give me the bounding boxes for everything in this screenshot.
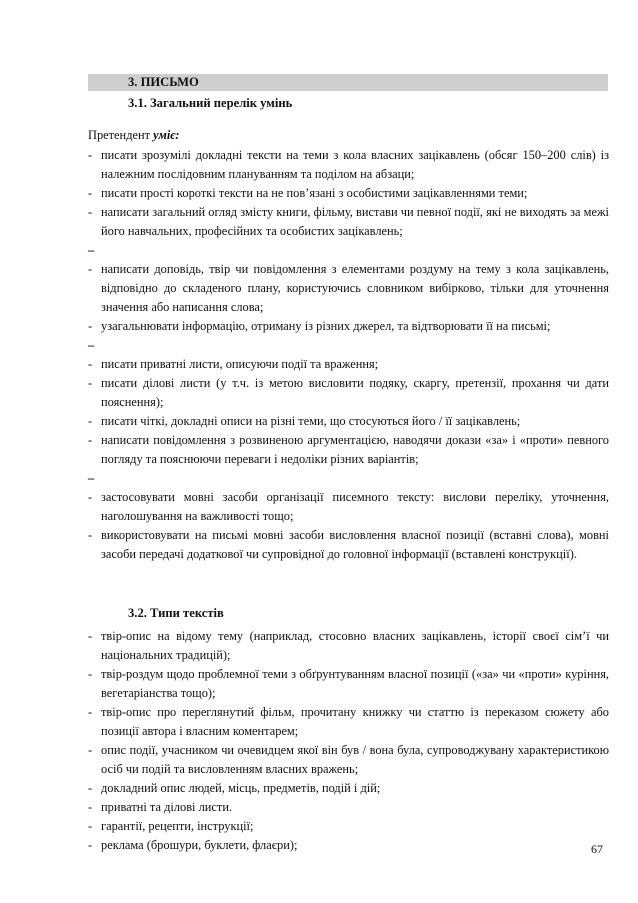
list-bullet-dash: - xyxy=(88,414,93,428)
list-item-text: написати повідомлення з розвиненою аргументацією, наводячи докази «за» і «проти» певного погляду та пояснюючи переваги і недоліки різних варіантів; xyxy=(101,433,609,466)
list-item-text: писати чіткі, докладні описи на різні теми, що стосуються його / її зацікавлень; xyxy=(101,414,521,428)
empty-list-marker: – xyxy=(88,243,95,257)
list-bullet-dash: - xyxy=(88,376,93,390)
skill-item xyxy=(88,355,609,374)
intro-emphasis: уміє: xyxy=(153,128,180,142)
list-bullet-dash: - xyxy=(88,800,93,814)
section-title: 3. ПИСЬМО xyxy=(128,75,199,89)
skill-item xyxy=(88,488,609,526)
skill-item xyxy=(88,203,609,241)
list-bullet-dash: - xyxy=(88,528,93,542)
list-bullet-dash: - xyxy=(88,838,93,852)
subsection-title-skills: 3.1. Загальний перелік умінь xyxy=(128,96,293,110)
list-bullet-dash: - xyxy=(88,433,93,447)
list-item-text: твір-опис про переглянутий фільм, прочитану книжку чи статтю із переказом сюжету або позиції автора і власним коментарем; xyxy=(101,705,609,738)
list-item-text: докладний опис людей, місць, предметів, подій і дій; xyxy=(101,781,381,795)
text-type-item xyxy=(88,703,609,741)
list-bullet-dash: - xyxy=(88,490,93,504)
list-item-text: твір-роздум щодо проблемної теми з обґрунтуванням власної позиції («за» чи «проти» куріння, вегетаріанства тощо); xyxy=(101,667,609,700)
empty-list-marker: – xyxy=(88,471,95,485)
skill-item xyxy=(88,431,609,469)
skill-item xyxy=(88,526,609,564)
list-item-text: писати ділові листи (у т.ч. із метою висловити подяку, скаргу, претензії, прохання чи дати пояснення); xyxy=(101,376,609,409)
list-bullet-dash: - xyxy=(88,629,93,643)
list-item-text: опис події, учасником чи очевидцем якої він був / вона була, супроводжувану характеристикою осіб чи подій та висловленням власних вражень; xyxy=(101,743,609,776)
list-item-text: узагальнювати інформацію, отриману із різних джерел, та відтворювати її на письмі; xyxy=(101,319,551,333)
page-number: 67 xyxy=(591,842,603,856)
text-type-item xyxy=(88,836,609,855)
list-bullet-dash: - xyxy=(88,357,93,371)
list-item-text: застосовувати мовні засоби організації писемного тексту: вислови переліку, уточнення, наголошування на важливості тощо; xyxy=(101,490,609,523)
list-item-text: написати загальний огляд змісту книги, фільму, вистави чи певної події, які не виходять за межі його навчальних, професійних та особистих зацікавлень; xyxy=(101,205,609,238)
text-type-item xyxy=(88,798,609,817)
text-type-item xyxy=(88,741,609,779)
list-bullet-dash: - xyxy=(88,319,93,333)
skill-item xyxy=(88,412,609,431)
list-bullet-dash: - xyxy=(88,781,93,795)
skill-item xyxy=(88,146,609,184)
list-bullet-dash: - xyxy=(88,743,93,757)
skill-item xyxy=(88,374,609,412)
list-item-text: написати доповідь, твір чи повідомлення з елементами роздуму на тему з кола зацікавлень, відповідно до складеного плану, користуючись словником вибірково, тільки для уточнення значення або написання слова; xyxy=(101,262,609,314)
skill-item xyxy=(88,317,609,336)
list-bullet-dash: - xyxy=(88,667,93,681)
skills-list xyxy=(88,146,609,564)
text-types-list xyxy=(88,627,609,855)
list-item-text: писати прості короткі тексти на не пов’язані з особистими зацікавленнями теми; xyxy=(101,186,528,200)
text-type-item xyxy=(88,817,609,836)
skill-item xyxy=(88,260,609,317)
list-bullet-dash: - xyxy=(88,205,93,219)
list-bullet-dash: - xyxy=(88,819,93,833)
text-type-item xyxy=(88,779,609,798)
list-bullet-dash: - xyxy=(88,148,93,162)
list-bullet-dash: - xyxy=(88,186,93,200)
intro-line xyxy=(88,126,180,145)
list-item-text: використовувати на письмі мовні засоби висловлення власної позиції (вставні слова), мовні засоби передачі додаткової чи супровідної до головної інформації (вставлені конструкції). xyxy=(101,528,609,561)
subsection-title-text-types: 3.2. Типи текстів xyxy=(128,606,224,620)
list-item-text: твір-опис на відому тему (наприклад, стосовно власних зацікавлень, історії своєї сім’ї чи національних традицій); xyxy=(101,629,609,662)
list-item-text: гарантії, рецепти, інструкції; xyxy=(101,819,254,833)
list-item-text: писати зрозумілі докладні тексти на теми з кола власних зацікавлень (обсяг 150–200 слів) із належним послідовним плануванням та поділом на абзаци; xyxy=(101,148,609,181)
text-type-item xyxy=(88,665,609,703)
list-item-text: писати приватні листи, описуючи події та враження; xyxy=(101,357,379,371)
empty-list-marker: – xyxy=(88,338,95,352)
skill-item xyxy=(88,184,609,203)
list-bullet-dash: - xyxy=(88,262,93,276)
list-item-text: приватні та ділові листи. xyxy=(101,800,233,814)
text-type-item xyxy=(88,627,609,665)
list-bullet-dash: - xyxy=(88,705,93,719)
list-item-text: реклама (брошури, буклети, флаєри); xyxy=(101,838,298,852)
intro-prefix: Претендент xyxy=(88,128,154,142)
